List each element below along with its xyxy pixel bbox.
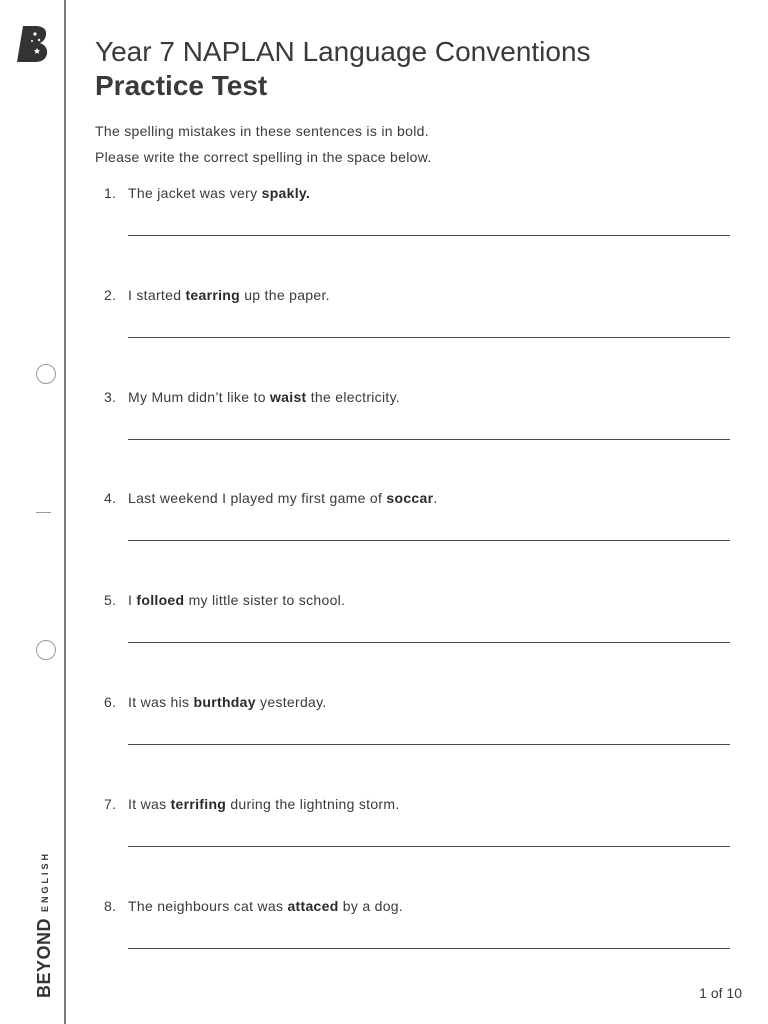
question-number: 4. [104,490,117,506]
instruction-text: The spelling mistakes in these sentences is in bold. [95,123,429,139]
question-text [128,185,310,201]
question-text-before: It was [128,796,171,812]
question-text-after: during the lightning storm. [226,796,400,812]
answer-line[interactable] [128,235,730,236]
answer-line[interactable] [128,846,730,847]
sidebar-divider [64,0,66,1024]
misspelled-word: folloed [136,592,185,608]
brand-wordmark [34,851,55,998]
question-text [128,389,400,405]
answer-line[interactable] [128,744,730,745]
misspelled-word: tearring [185,287,240,303]
punch-hole-bottom [36,640,56,660]
page-title: Year 7 NAPLAN Language Conventions [95,36,591,67]
question-text-before: It was his [128,694,194,710]
misspelled-word: burthday [193,694,256,710]
question-text-after: up the paper. [240,287,330,303]
question-number: 3. [104,389,117,405]
question-number: 7. [104,796,117,812]
answer-line[interactable] [128,439,730,440]
question-text-before: Last weekend I played my first game of [128,490,387,506]
answer-line[interactable] [128,642,730,643]
question-number: 8. [104,898,117,914]
page-subtitle: Practice Test [95,70,268,101]
punch-hole-top [36,364,56,384]
question-text-before: The jacket was very [128,185,262,201]
misspelled-word: spakly. [261,185,311,201]
question-text [128,592,345,608]
misspelled-word: attaced [287,898,339,914]
misspelled-word: terrifing [170,796,227,812]
page-number: 1 of 10 [699,985,742,1001]
question-text [128,898,403,914]
instruction-text: Please write the correct spelling in the space below. [95,149,432,165]
brand-main: BEYOND [34,917,54,998]
question-text-before: My Mum didn’t like to [128,389,270,405]
question-text-after: yesterday. [255,694,327,710]
question-number: 1. [104,185,117,201]
question-text-after: by a dog. [338,898,404,914]
question-number: 2. [104,287,117,303]
misspelled-word: waist [269,389,307,405]
question-text [128,490,438,506]
question-number: 5. [104,592,117,608]
brand-sub: ENGLISH [39,850,50,912]
question-text [128,287,330,303]
beyond-logo-icon [15,24,51,64]
answer-line[interactable] [128,948,730,949]
question-text-after: . [433,490,438,506]
answer-line[interactable] [128,337,730,338]
answer-line[interactable] [128,540,730,541]
question-text-before: I started [128,287,186,303]
question-text-before: I [128,592,137,608]
question-number: 6. [104,694,117,710]
question-text-after: my little sister to school. [184,592,346,608]
misspelled-word: soccar [386,490,434,506]
question-text [128,796,400,812]
question-text-before: The neighbours cat was [128,898,288,914]
question-text-after: the electricity. [306,389,401,405]
center-mark [36,512,51,513]
question-text [128,694,327,710]
